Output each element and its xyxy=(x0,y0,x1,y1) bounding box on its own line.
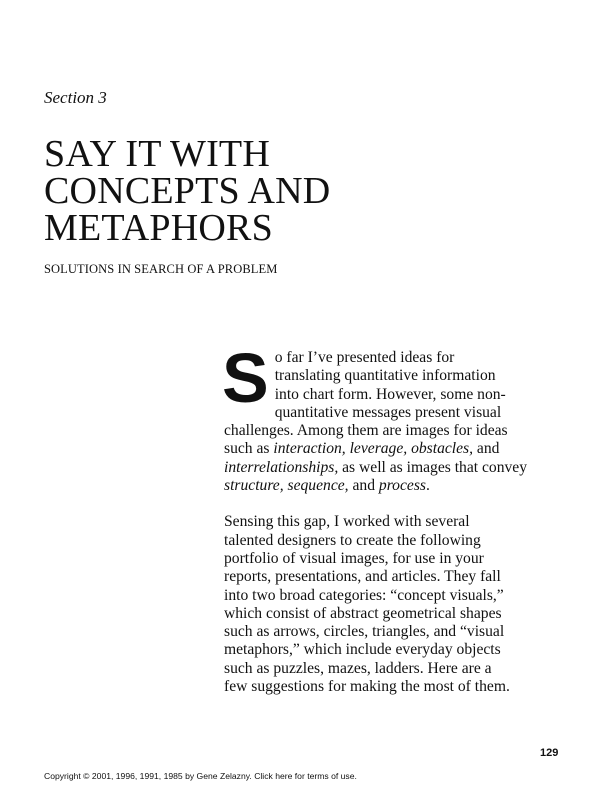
text-fragment: and xyxy=(473,440,500,458)
text-fragment: such as xyxy=(224,440,274,458)
text-line: into two broad categories: “concept visuals,” xyxy=(224,586,504,604)
italic-fragment: interrelationships, xyxy=(224,458,339,476)
section-label: Section 3 xyxy=(44,88,107,107)
text-line: few suggestions for making the most of them. xyxy=(224,678,510,696)
text-line: portfolio of visual images, for use in your xyxy=(224,549,484,567)
text-line: which consist of abstract geometrical shapes xyxy=(224,604,502,622)
text-fragment: . xyxy=(425,477,430,495)
chapter-subtitle: SOLUTIONS IN SEARCH OF A PROBLEM xyxy=(44,262,278,276)
text-fragment: as well as images that convey xyxy=(338,458,528,476)
text-line xyxy=(224,459,570,477)
text-line: Sensing this gap, I worked with several xyxy=(224,513,470,531)
chapter-title-line: METAPHORS xyxy=(44,207,273,249)
body-text xyxy=(222,339,570,696)
text-line: reports, presentations, and articles. They fall xyxy=(224,568,501,586)
text-line: quantitative messages present visual xyxy=(274,403,502,421)
text-line: metaphors,” which include everyday objects xyxy=(224,641,501,659)
copyright-text: Copyright © 2001, 1996, 1991, 1985 by Gene Zelazny. xyxy=(44,771,252,781)
chapter-title-line: CONCEPTS AND xyxy=(44,170,331,212)
text-line: talented designers to create the following xyxy=(224,531,481,549)
drop-cap: S xyxy=(222,339,269,417)
chapter-title-line: SAY IT WITH xyxy=(44,133,270,175)
text-line xyxy=(224,477,570,495)
chapter-title xyxy=(44,133,444,249)
text-fragment: and xyxy=(348,477,379,495)
page-number: 129 xyxy=(540,747,559,759)
italic-fragment: structure, sequence, xyxy=(224,477,349,495)
copyright-footer xyxy=(44,771,357,781)
terms-of-use-link[interactable]: Click here for terms of use. xyxy=(254,771,357,781)
text-line: o far I’ve presented ideas for xyxy=(274,349,455,366)
paragraph-intro xyxy=(222,339,570,495)
italic-fragment: process xyxy=(378,477,426,495)
text-line: challenges. Among them are images for ideas xyxy=(224,422,508,440)
text-line: such as arrows, circles, triangles, and “visual xyxy=(224,623,505,641)
paragraph-portfolio xyxy=(224,513,570,696)
italic-fragment: interaction, leverage, obstacles, xyxy=(273,440,474,458)
text-line xyxy=(224,440,570,458)
text-line: into chart form. However, some non- xyxy=(274,385,506,403)
text-line: such as puzzles, mazes, ladders. Here are a xyxy=(224,659,492,677)
text-line: translating quantitative information xyxy=(274,367,496,385)
